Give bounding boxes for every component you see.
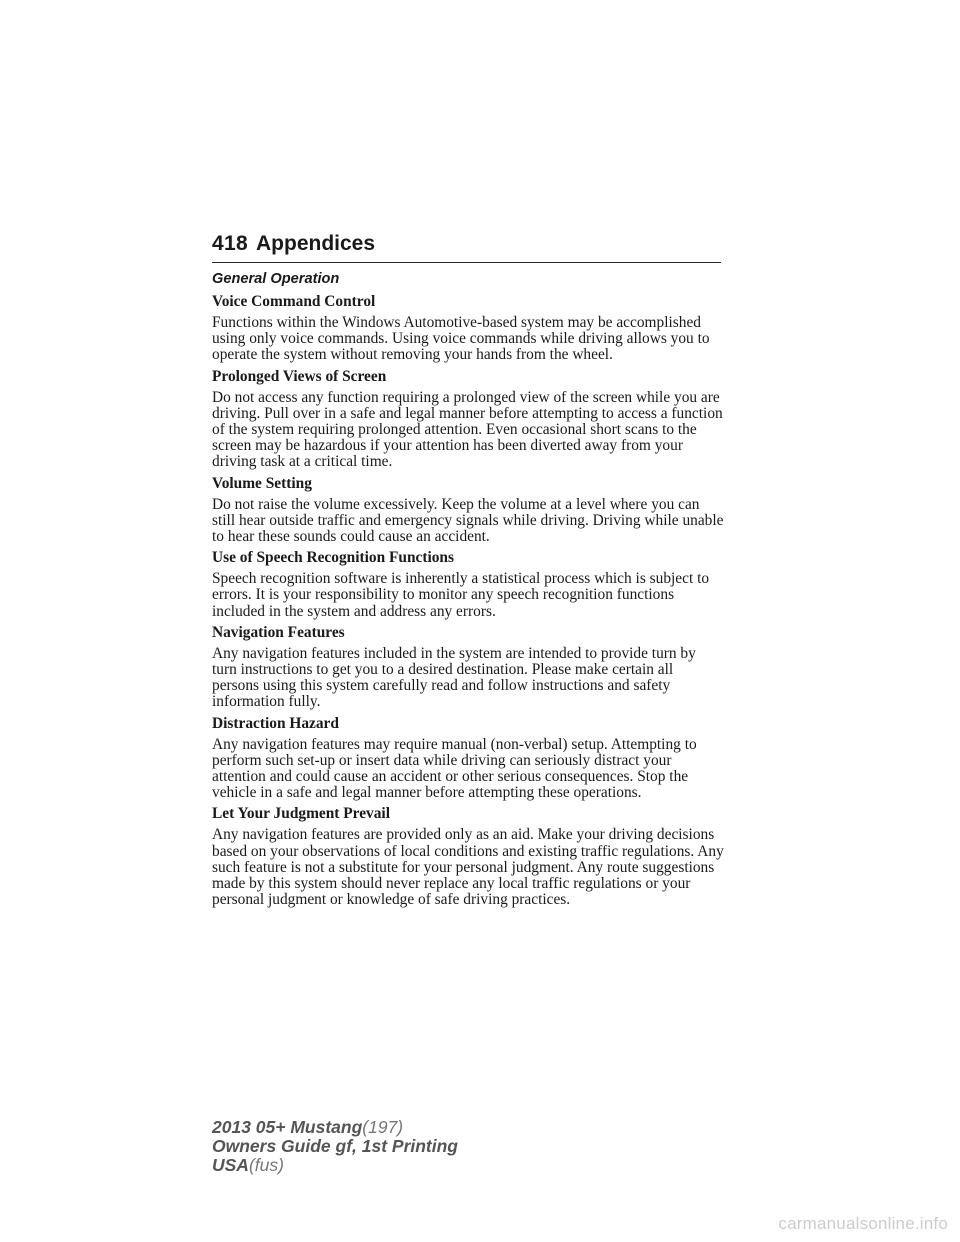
heading: Prolonged Views of Screen — [212, 367, 387, 385]
heading: Volume Setting — [212, 474, 312, 492]
page-content — [212, 271, 724, 912]
paragraph: Functions within the Windows Automotive-based system may be accomplished using only voice commands. Using voice commands while driving allows you to operate the system without removing your hands from the wheel. — [212, 314, 710, 364]
paragraph: Any navigation features are provided only as an aid. Make your driving decisions based on your observations of local conditions and existing traffic regulations. Any such feature is not a substitute for your personal judgment. Any route suggestions made by this system should never replace any local traffic regulations or your personal judgment or knowledge of safe driving practices. — [212, 826, 724, 909]
section-volume-setting — [212, 475, 724, 546]
section-navigation-features — [212, 624, 724, 711]
footer-region-code: (fus) — [248, 1155, 284, 1175]
paragraph: Any navigation features included in the system are intended to provide turn by turn instructions to get you to a desired destination. Please make certain all persons using this system carefully read and follow instructions and safety information fully. — [212, 644, 696, 711]
heading: Navigation Features — [212, 623, 345, 641]
heading: Voice Command Control — [212, 293, 376, 310]
footer-line-guide: Owners Guide gf, 1st Printing — [212, 1136, 458, 1156]
footer-line-model — [212, 1118, 458, 1137]
footer-line-region — [212, 1156, 458, 1175]
footer-model: 2013 05+ Mustang — [212, 1117, 363, 1137]
section-speech-recognition — [212, 549, 724, 620]
paragraph: Any navigation features may require manual (non-verbal) setup. Attempting to perform such set-up or insert data while driving can seriously distract your attention and could cause an accident or other serious consequences. Stop the vehicle in a safe and legal manner before attempting these operations. — [212, 735, 697, 802]
watermark: carmanualsonline.info — [778, 1214, 948, 1233]
page-header — [212, 230, 721, 263]
paragraph: Do not access any function requiring a prolonged view of the screen while you are driving. Pull over in a safe and legal manner before attempting to access a function of the system requiring prolonged attention. Even occasional short scans to the screen may be hazardous if your attention has been diverted away from your driving task at a critical time. — [212, 388, 723, 471]
page-number: 418 — [212, 232, 248, 255]
section-prolonged-views — [212, 368, 724, 471]
footer-model-code: (197) — [362, 1117, 404, 1137]
heading: Let Your Judgment Prevail — [212, 805, 390, 823]
section-voice-command-control — [212, 293, 724, 364]
paragraph: Speech recognition software is inherently a statistical process which is subject to errors. It is your responsibility to monitor any speech recognition functions included in the system and address any errors. — [212, 570, 710, 620]
print-footer — [212, 1118, 458, 1175]
section-title: Appendices — [256, 232, 376, 255]
footer-region: USA — [212, 1155, 249, 1175]
subheading: General Operation — [212, 271, 340, 287]
section-judgment-prevail — [212, 805, 724, 908]
heading: Distraction Hazard — [212, 714, 339, 732]
paragraph: Do not raise the volume excessively. Keep the volume at a level where you can still hear outside traffic and emergency signals while driving. Driving while unable to hear these sounds could cause an accident. — [212, 495, 724, 546]
heading: Use of Speech Recognition Functions — [212, 549, 454, 567]
section-distraction-hazard — [212, 715, 724, 802]
